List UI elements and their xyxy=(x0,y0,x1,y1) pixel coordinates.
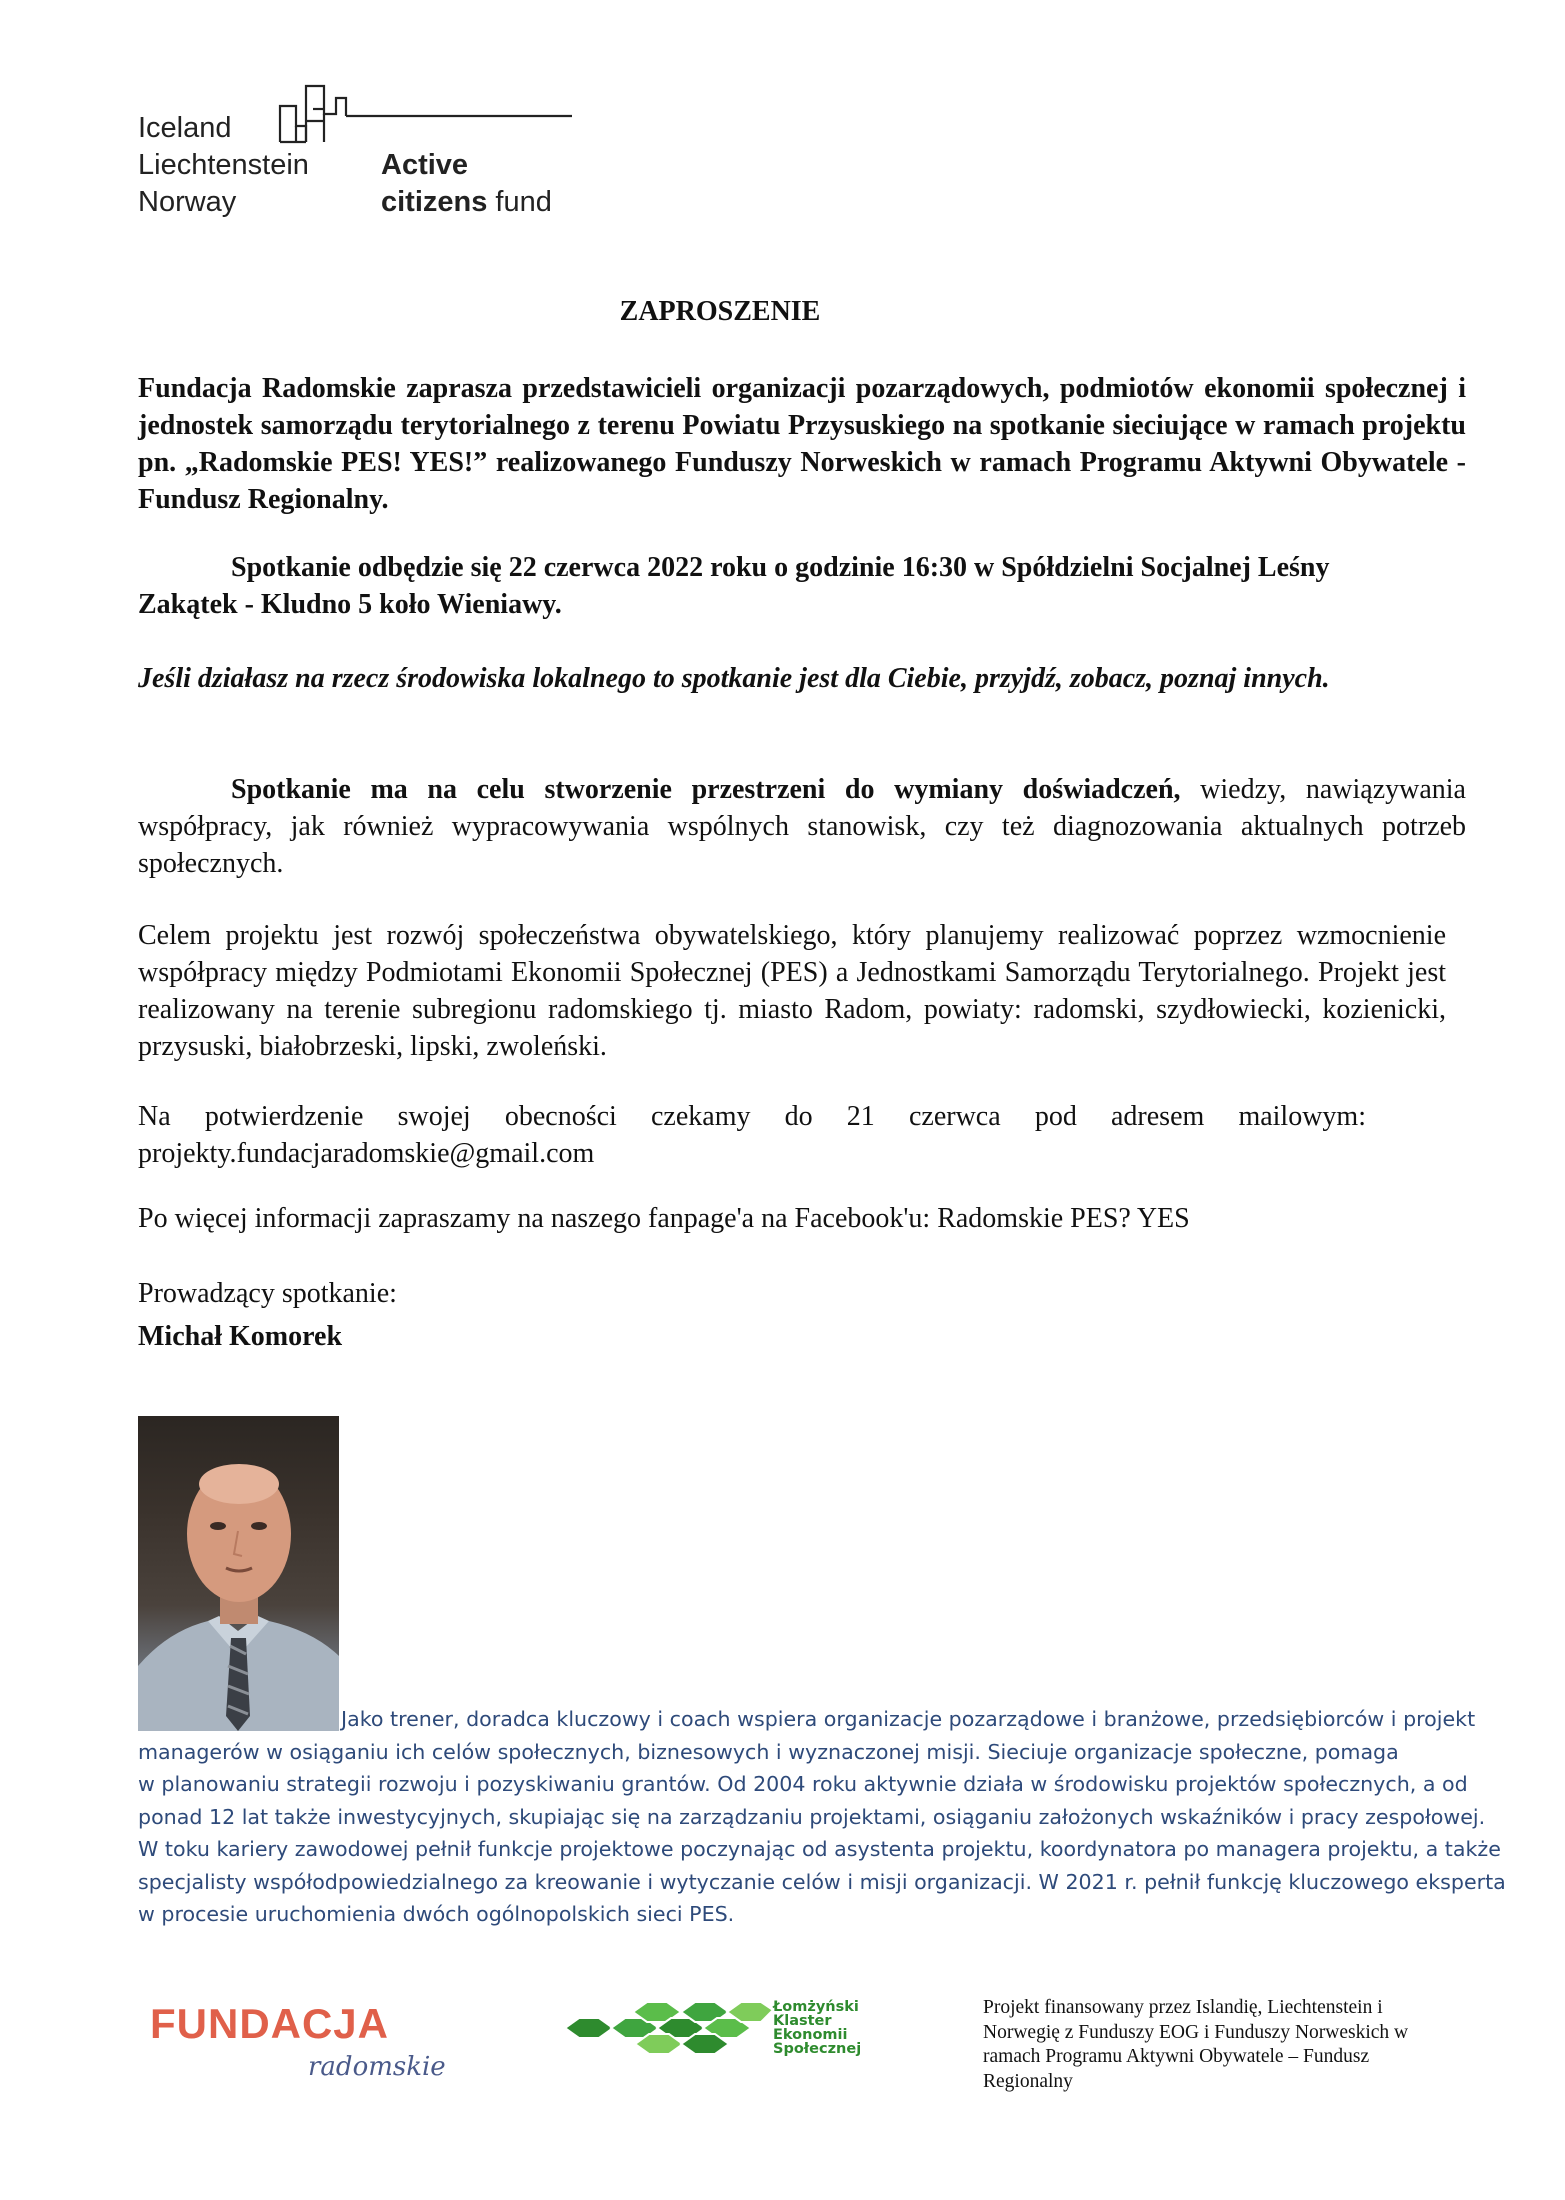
page-title: ZAPROSZENIE xyxy=(619,296,821,327)
intro-paragraph: Fundacja Radomskie zaprasza przedstawicieli organizacji pozarządowych, podmiotów ekonomii społecznej i jednostek samorządu terytorialnego z terenu Powiatu Przysuskiego na spotkanie sieciujące w ramach projektu pn. „Radomskie PES! YES!” realizowanego Funduszy Norweskich w ramach Programu Aktywni Obywatele - Fundusz Regionalny. xyxy=(138,373,1466,515)
bio-line: W toku kariery zawodowej pełnił funkcje projektowe poczynając od asystenta projektu, koordynatora po managera projektu, a także xyxy=(138,1837,1501,1861)
confirm-paragraph xyxy=(138,1098,1366,1172)
confirm-line: Na potwierdzenie swojej obecności czekamy do 21 czerwca pod adresem mailowym: xyxy=(138,1101,1366,1132)
klaster-line: Społecznej xyxy=(773,2041,862,2057)
funding-note-line: Norwegię z Funduszy EOG i Funduszy Norweskich w xyxy=(983,2021,1409,2043)
fundacja-radomskie-logo xyxy=(150,2000,450,2090)
hexagon-cluster-icon xyxy=(563,1998,773,2068)
klaster-line: Ekonomii xyxy=(773,2027,848,2043)
more-info-line: Po więcej informacji zapraszamy na naszego fanpage'a na Facebook'u: Radomskie PES? YES xyxy=(138,1203,1190,1234)
fund-line2-rest: fund xyxy=(487,186,552,218)
country-iceland: Iceland xyxy=(138,112,232,144)
bio-line: Jako trener, doradca kluczowy i coach wspiera organizacje pozarządowe i branżowe, przedsiębiorców i projekt xyxy=(341,1707,1476,1731)
logo-fund-name xyxy=(381,147,552,221)
country-norway: Norway xyxy=(138,186,237,218)
project-paragraph: Celem projektu jest rozwój społeczeństwa obywatelskiego, który planujemy realizować poprzez wzmocnienie współpracy między Podmiotami Ekonomii Społecznej (PES) a Jednostkami Samorządu Terytorialnego. Projekt jest realizowany na terenie subregionu radomskiego tj. miasto Radom, powiaty: radomski, szydłowiecki, kozienicki, przysuski, białobrzeski, lipski, zwoleński. xyxy=(138,920,1446,1062)
funding-note-line: ramach Programu Aktywni Obywatele – Fundusz xyxy=(983,2046,1370,2067)
bio-line: ponad 12 lat także inwestycyjnych, skupiając się na zarządzaniu projektami, osiąganiu założonych wskaźników i pracy zespołowej. xyxy=(138,1804,1486,1829)
bio-line: w procesie uruchomienia dwóch ogólnopolskich sieci PES. xyxy=(138,1902,735,1926)
host-bio xyxy=(138,1703,1553,1931)
bio-line: w planowaniu strategii rozwoju i pozyskiwaniu grantów. Od 2004 roku aktywnie działa w środowisku projektów społecznych, a od xyxy=(138,1772,1468,1796)
funding-note-line: Projekt finansowany przez Islandię, Liechtenstein i xyxy=(983,1997,1383,2018)
funding-note-line: Regionalny xyxy=(983,2070,1073,2092)
host-label: Prowadzący spotkanie: xyxy=(138,1278,397,1309)
appeal-paragraph: Jeśli działasz na rzecz środowiska lokalnego to spotkanie jest dla Ciebie, przyjdź, zobacz, poznaj innych. xyxy=(138,663,1330,694)
host-photo xyxy=(138,1416,339,1731)
host-name: Michał Komorek xyxy=(138,1321,343,1352)
klaster-logo-text xyxy=(773,2000,861,2056)
fundacja-logo-text: FUNDACJA xyxy=(150,2000,389,2047)
funding-note xyxy=(983,1996,1463,2094)
radomskie-logo-text: radomskie xyxy=(308,2052,446,2082)
fund-line1: Active xyxy=(381,149,469,181)
meeting-paragraph: Spotkanie odbędzie się 22 czerwca 2022 roku o godzinie 16:30 w Spółdzielni Socjalnej Leśny Zakątek - Kludno 5 koło Wieniawy. xyxy=(138,552,1330,620)
logo-countries xyxy=(138,110,309,221)
klaster-line: Łomżyński xyxy=(773,1999,859,2015)
goal-rest: wiedzy, nawiązywania współpracy, jak również wypracowywania wspólnych stanowisk, czy też diagnozowania aktualnych potrzeb społecznych. xyxy=(138,774,1466,879)
contact-email[interactable]: projekty.fundacjaradomskie@gmail.com xyxy=(138,1138,595,1169)
goal-paragraph xyxy=(138,771,1466,882)
active-citizens-fund-logo xyxy=(138,76,578,226)
klaster-logo xyxy=(563,1998,893,2068)
bio-line: specjalisty współodpowiedzialnego za kreowanie i wytyczanie celów i misji organizacji. W 2021 r. pełnił funkcję kluczowego eksperta xyxy=(138,1869,1506,1894)
fund-line2-bold: citizens xyxy=(381,186,488,218)
country-liechtenstein: Liechtenstein xyxy=(138,149,309,181)
goal-bold: Spotkanie ma na celu stworzenie przestrzeni do wymiany doświadczeń, xyxy=(231,774,1181,805)
fund-line2 xyxy=(381,184,552,221)
bio-line: managerów w osiąganiu ich celów społecznych, biznesowych i wyznaczonej misji. Sieciuje organizacje społeczne, pomaga xyxy=(138,1739,1399,1764)
klaster-line: Klaster xyxy=(773,2013,832,2029)
